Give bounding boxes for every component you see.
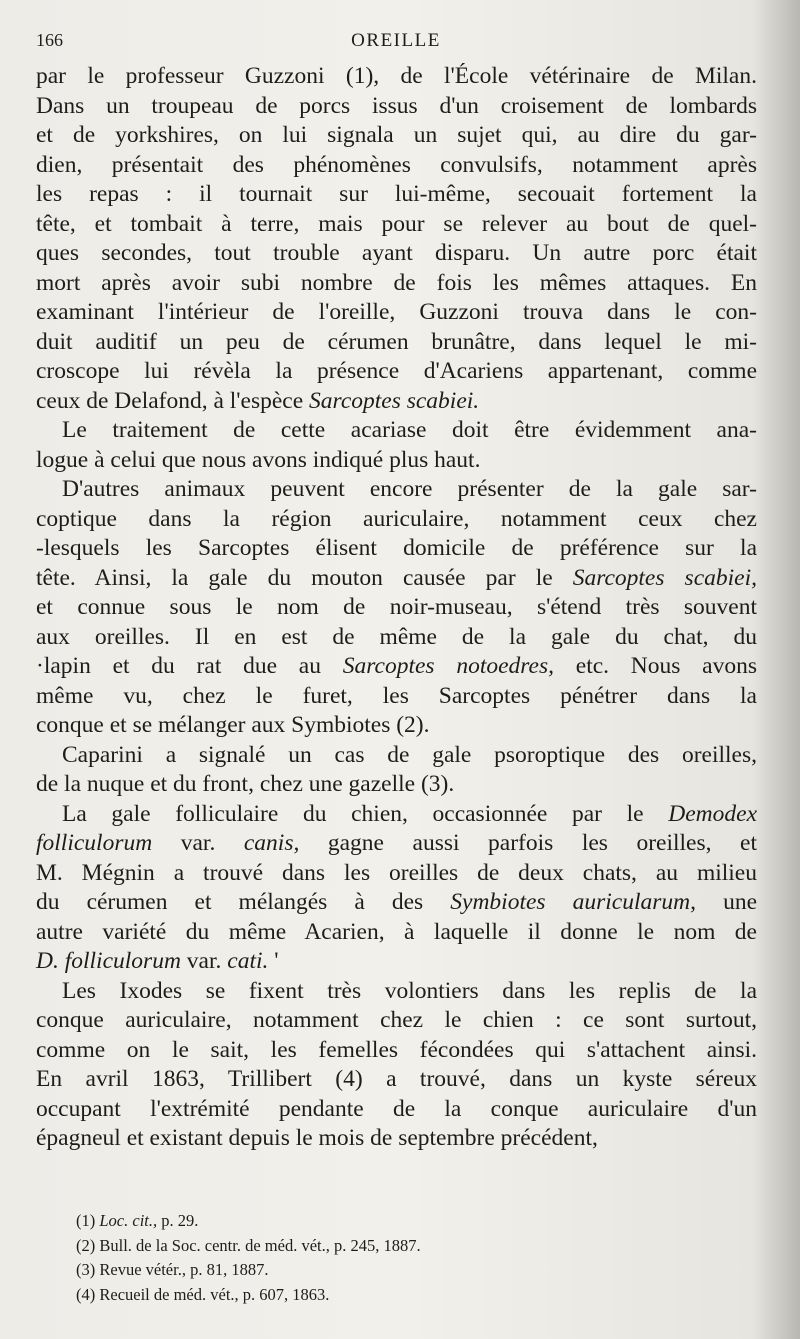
text-segment: conque auriculaire, notamment chez le chien : ce sont surtout, xyxy=(36,1007,757,1033)
text-segment: dien, présentait des phénomènes convulsifs, notamment après xyxy=(36,151,757,178)
text-line xyxy=(36,387,757,417)
text-segment: autre variété du même Acarien, à laquelle il donne le nom de xyxy=(36,918,757,945)
text-line xyxy=(36,711,757,741)
text-segment: comme on le sait, les femelles fécondées qui s'attachent ainsi. xyxy=(36,1036,757,1063)
text-segment: et de yorkshires, on lui signala un sujet qui, au dire du gar- xyxy=(36,122,757,148)
text-segment: (2) Bull. de la Soc. centr. de méd. vét., p. 245, 1887. xyxy=(76,1235,421,1255)
text-segment: ques secondes, tout trouble ayant disparu. Un autre porc était xyxy=(36,240,757,266)
text-segment: etc. Nous avons xyxy=(554,653,758,679)
text-line xyxy=(36,918,757,948)
footnote xyxy=(76,1258,716,1283)
text-line xyxy=(36,682,757,712)
text-line xyxy=(36,1006,757,1036)
text-line xyxy=(36,741,757,771)
text-segment: occupant l'extrémité pendante de la conque auriculaire d'un xyxy=(36,1095,757,1122)
text-segment: une xyxy=(696,889,757,915)
text-segment: de la nuque et du front, chez une gazelle (3). xyxy=(36,771,455,797)
text-segment: tête, et tombait à terre, mais pour se relever au bout de quel- xyxy=(36,210,757,237)
text-segment: D'autres animaux peuvent encore présenter de la gale sar- xyxy=(62,476,757,502)
text-segment: Les Ixodes se fixent très volontiers dans les replis de la xyxy=(62,977,757,1004)
italic-text: cati. xyxy=(227,948,269,974)
italic-text: Symbiotes auricularum, xyxy=(450,889,696,915)
text-line xyxy=(36,1036,757,1066)
text-segment: Le traitement de cette acariase doit être évidemment ana- xyxy=(62,417,757,443)
footnote xyxy=(76,1234,716,1259)
text-segment: En avril 1863, Trillibert (4) a trouvé, dans un kyste séreux xyxy=(36,1066,757,1092)
italic-text: Demodex xyxy=(668,800,757,827)
text-line xyxy=(36,593,757,623)
text-line xyxy=(36,239,757,269)
text-line xyxy=(36,770,757,800)
text-segment: épagneul et existant depuis le mois de septembre précédent, xyxy=(36,1125,598,1151)
text-segment: du cérumen et mélangés à des xyxy=(36,889,451,915)
text-segment: -lesquels les Sarcoptes élisent domicile de préférence sur la xyxy=(36,535,757,561)
text-line xyxy=(36,151,757,181)
text-line xyxy=(36,623,757,653)
footnote xyxy=(76,1209,716,1234)
text-line xyxy=(36,357,757,387)
text-segment: (3) Revue vétér., p. 81, 1887. xyxy=(76,1260,269,1279)
text-line xyxy=(36,977,757,1007)
text-line xyxy=(36,92,757,122)
text-segment: gagne aussi parfois les oreilles, et xyxy=(299,830,757,856)
text-line xyxy=(36,416,757,446)
text-segment: mort après avoir subi nombre de fois les mêmes attaques. En xyxy=(36,269,757,296)
text-line xyxy=(36,505,757,535)
text-line xyxy=(36,800,757,830)
text-line xyxy=(36,947,757,977)
italic-text: Loc. cit., xyxy=(99,1211,158,1230)
text-segment: La gale folliculaire du chien, occasionnée par le xyxy=(62,800,669,827)
text-line xyxy=(36,564,757,594)
text-segment: (1) xyxy=(76,1211,100,1230)
text-segment: var. xyxy=(152,830,244,856)
text-segment: aux oreilles. Il en est de même de la gale du chat, du xyxy=(36,623,757,650)
text-segment: même vu, chez le furet, les Sarcoptes pénétrer dans la xyxy=(36,682,757,709)
italic-text: canis, xyxy=(243,830,300,856)
text-line xyxy=(36,328,757,358)
text-segment: examinant l'intérieur de l'oreille, Guzzoni trouva dans le con- xyxy=(36,299,757,325)
footnotes xyxy=(76,1209,716,1307)
running-title: OREILLE xyxy=(351,30,441,51)
text-line xyxy=(36,298,757,328)
text-line xyxy=(36,1124,757,1154)
text-segment: Dans un troupeau de porcs issus d'un croisement de lombards xyxy=(36,92,757,119)
text-segment: conque et se mélanger aux Symbiotes (2). xyxy=(36,712,430,738)
text-segment: ' xyxy=(268,948,279,974)
text-line xyxy=(36,829,757,859)
page-number: 166 xyxy=(36,30,63,50)
text-line xyxy=(36,1095,757,1125)
italic-text: folliculorum xyxy=(36,830,153,856)
text-line xyxy=(36,62,757,92)
text-line xyxy=(36,859,757,889)
text-segment: M. Mégnin a trouvé dans les oreilles de deux chats, au milieu xyxy=(36,859,757,886)
italic-text: Sarcoptes scabiei, xyxy=(572,564,757,591)
text-segment: ceux de Delafond, à l'espèce xyxy=(36,387,310,414)
page-header xyxy=(36,30,756,58)
text-segment: var. xyxy=(180,948,228,974)
text-line xyxy=(36,210,757,240)
text-segment: (4) Recueil de méd. vét., p. 607, 1863. xyxy=(76,1284,330,1304)
text-segment: Caparini a signalé un cas de gale psoroptique des oreilles, xyxy=(62,741,757,768)
body-text xyxy=(36,62,757,1154)
text-segment: tête. Ainsi, la gale du mouton causée par le xyxy=(36,564,573,591)
text-segment: ·lapin et du rat due au xyxy=(36,653,343,679)
text-line xyxy=(36,269,757,299)
text-line xyxy=(36,475,757,505)
italic-text: Sarcoptes notoedres, xyxy=(342,653,555,679)
text-segment: logue à celui que nous avons indiqué plus haut. xyxy=(36,446,481,473)
text-segment: par le professeur Guzzoni (1), de l'École vétérinaire de Milan. xyxy=(36,63,757,89)
italic-text: D. folliculorum xyxy=(36,948,181,974)
italic-text: Sarcoptes scabiei. xyxy=(309,387,480,414)
text-line xyxy=(36,121,757,151)
text-segment: les repas : il tournait sur lui-même, secouait fortement la xyxy=(36,181,757,207)
text-line xyxy=(36,534,757,564)
text-segment: p. 29. xyxy=(157,1211,199,1230)
text-segment: croscope lui révèla la présence d'Acariens appartenant, comme xyxy=(36,358,757,384)
footnote xyxy=(76,1283,716,1308)
text-segment: coptique dans la région auriculaire, notamment ceux chez xyxy=(36,505,757,532)
text-segment: duit auditif un peu de cérumen brunâtre, dans lequel le mi- xyxy=(36,328,757,355)
text-segment: et connue sous le nom de noir-museau, s'étend très souvent xyxy=(36,594,757,620)
text-line xyxy=(36,446,757,476)
text-line xyxy=(36,180,757,210)
text-line xyxy=(36,888,757,918)
text-line xyxy=(36,652,757,682)
text-line xyxy=(36,1065,757,1095)
